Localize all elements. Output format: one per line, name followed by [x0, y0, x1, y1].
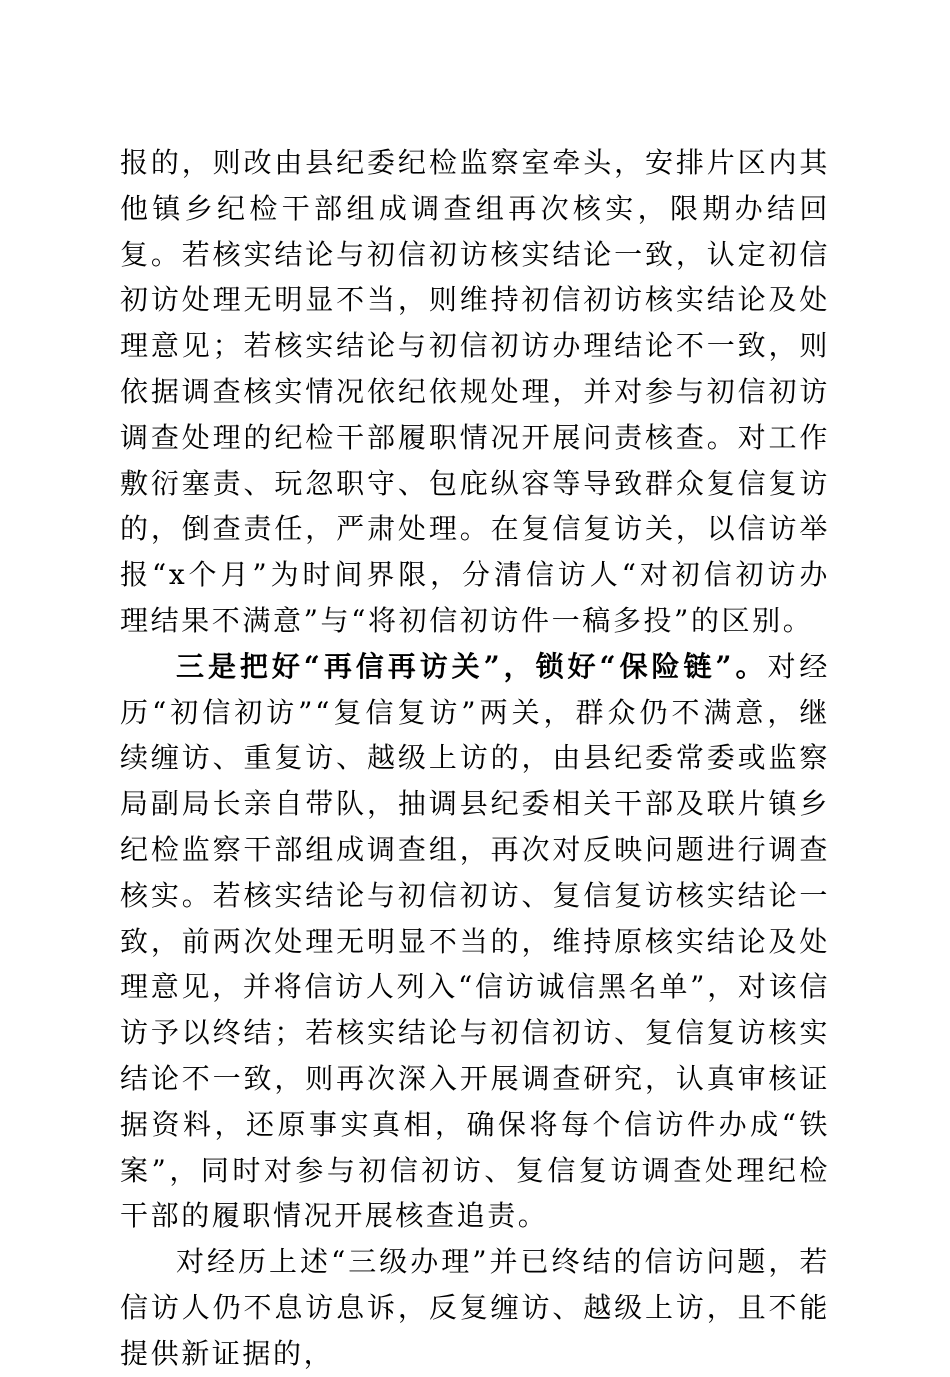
paragraph-heading: 三是把好“再信再访关”，锁好“保险链”。	[176, 649, 768, 683]
paragraph-continuation	[120, 140, 830, 644]
paragraph-text: 报的，则改由县纪委纪检监察室牵头，安排片区内其他镇乡纪检干部组成调查组再次核实，限期办结回复。若核实结论与初信初访核实结论一致，认定初信初访处理无明显不当，则维持初信初访核实结论及处理意见；若核实结论与初信初访办理结论不一致，则依据调查核实情况依纪依规处理，并对参与初信初访调查处理的纪检干部履职情况开展问责核查。对工作敷衍塞责、玩忽职守、包庇纵容等导致群众复信复访的，倒查责任，严肃处理。在复信复访关，以信访举报“x个月”为时间界限，分清信访人“对初信初访办理结果不满意”与“将初信初访件一稿多投”的区别。	[120, 146, 830, 637]
paragraph-text: 对经历上述“三级办理”并已终结的信访问题，若信访人仍不息访息诉，反复缠访、越级上访，且不能提供新证据的，	[120, 1245, 830, 1370]
paragraph-third-point	[120, 644, 830, 1239]
paragraph-final	[120, 1239, 830, 1376]
paragraph-text: 对经历“初信初访”“复信复访”两关，群众仍不满意，继续缠访、重复访、越级上访的，由县纪委常委或监察局副局长亲自带队，抽调县纪委相关干部及联片镇乡纪检监察干部组成调查组，再次对反映问题进行调查核实。若核实结论与初信初访、复信复访核实结论一致，前两次处理无明显不当的，维持原核实结论及处理意见，并将信访人列入“信访诚信黑名单”，对该信访予以终结；若核实结论与初信初访、复信复访核实结论不一致，则再次深入开展调查研究，认真审核证据资料，还原事实真相，确保将每个信访件办成“铁案”，同时对参与初信初访、复信复访调查处理纪检干部的履职情况开展核查追责。	[120, 649, 830, 1233]
document-body	[120, 140, 830, 1377]
